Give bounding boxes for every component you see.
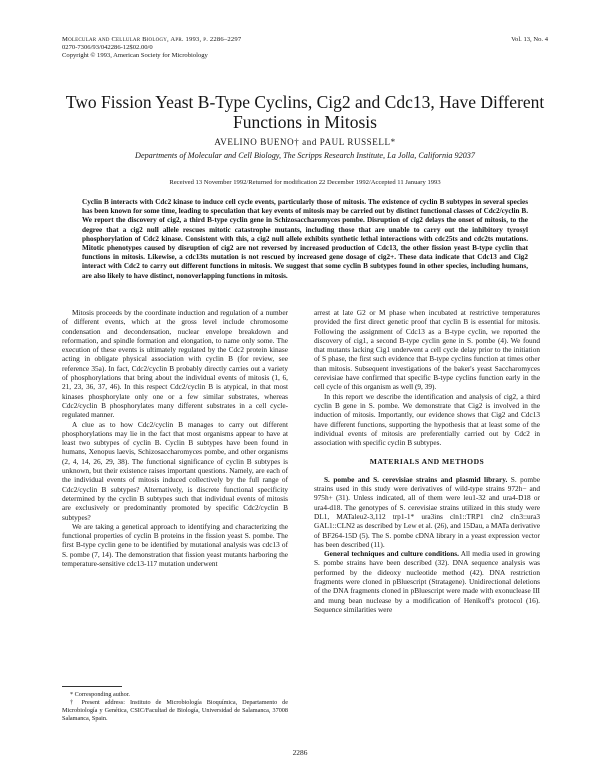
page-number: 2286	[292, 748, 308, 757]
volume-issue: Vol. 13, No. 4	[511, 36, 548, 43]
paragraph-subheading: S. pombe and S. cerevisiae strains and plasmid library.	[324, 474, 508, 484]
section-heading: MATERIALS AND METHODS	[369, 457, 485, 467]
body-paragraph: Mitosis proceeds by the coordinate induction and regulation of a number of different events, which at the gross level include chromosome condensation and decondensation, nuclear envelope breakdown and reformation, and spindle formation and elongation, to name only some. The execution of these events is ultimately regulated by the Cdc2 protein kinase acting in obligate physical association with cyclin B (for review, see reference 35a). In fact, Cdc2/cyclin B probably directly carries out a variety of phosphorylations that bring about the individual events of mitosis (1, 6, 21, 23, 36, 37, 46). In this respect Cdc2/cyclin B is atypical, in that most kinases phosphorylate only one or a few similar substrates, whereas Cdc2/cyclin B phosphorylates many different substrates in a cell cycle-regulated manner.	[62, 308, 288, 420]
paragraph-subheading: General techniques and culture conditions.	[324, 549, 459, 559]
footnote: † Present address: Instituto de Microbiología Bioquímica, Departamento de Microbiología y Genética, CSIC/Facultad de Biología, Universidad de Salamanca, 37008 Salamanca, Spain.	[62, 699, 288, 722]
left-column	[62, 308, 288, 568]
issn-line: 0270-7306/93/042286-12$02.00/0	[62, 44, 153, 51]
footnotes	[62, 686, 288, 723]
body-paragraph: A clue as to how Cdc2/cyclin B manages to carry out different phosphorylations may lie in the fact that most organisms appear to have at least two subtypes of cyclin B. Cyclin B subtypes have been found in humans, Xenopus laevis, Schizosaccharomyces pombe, and other organisms (2, 4, 14, 26, 29, 38). The functional significance of cyclin B subtypes is unknown, but their existence raises important questions. Namely, are each of the individual events of mitosis induced collectively by the full range of Cdc2/cyclin B subtypes? Alternatively, is discrete functional specificity determined by the cyclin B subtypes such that individual events of mitosis are exclusively or predominantly promoted by specific Cdc2/cyclin B subtypes?	[62, 419, 288, 522]
affiliation: Departments of Molecular and Cell Biology, The Scripps Research Institute, La Jolla, California 92037	[135, 151, 475, 160]
paragraph-text: All media used in growing S. pombe strains have been described (32). DNA sequence analysis was performed by the dideoxy nucleotide method (42). DNA restriction fragments were cloned in pBluescript (Stratagene). Unidirectional deletions of the DNA fragments cloned in pBluescript were made with exonuclease III and mung bean nuclease by a modification of Henikoff's protocol (16). Sequence similarities were	[314, 549, 540, 614]
copyright-line: Copyright © 1993, American Society for Microbiology	[62, 52, 208, 59]
abstract: Cyclin B interacts with Cdc2 kinase to induce cell cycle events, particularly those of mitosis. The existence of cyclin B subtypes in several species has been known for some time, leading to speculation that key events of mitosis may be carried out by distinct functional classes of Cdc2/cyclin B. We report the discovery of cig2, a third B-type cyclin gene in Schizosaccharomyces pombe. Disruption of cig2 delays the onset of mitosis, to the degree that a cig2 null allele rescues mitotic catastrophe mutants, including those that are unable to carry out the inhibitory tyrosyl phosphorylation of Cdc2 kinase. Consistent with this, a cig2 null allele exhibits synthetic lethal interactions with cdc25ts and cdc2ts mutations. Mitotic phenotypes caused by disruption of cig2 are not reversed by increased production of Cdc13, the other fission yeast B-type cyclin that functions in mitosis. Likewise, a cdc13ts mutation is not rescued by increased gene dosage of cig2+. These data indicate that Cdc13 and Cig2 interact with Cdc2 to carry out different functions in mitosis. We suggest that some cyclin B subtypes found in other species, including humans, are also likely to have distinct, nonoverlapping functions in mitosis.	[82, 198, 528, 280]
journal-citation: Molecular and Cellular Biology, Apr. 1993, p. 2286–2297	[62, 36, 242, 43]
author-line: AVELINO BUENO† and PAUL RUSSELL*	[214, 137, 396, 147]
header-left	[62, 36, 422, 60]
body-paragraph: We are taking a genetical approach to identifying and characterizing the functional properties of cyclin B proteins in the fission yeast S. pombe. The first B-type cyclin gene to be identified by mutational analysis was cdc13 of S. pombe (7, 14). The demonstration that fission yeast mutants harboring the temperature-sensitive cdc13-117 mutation underwent	[62, 521, 288, 569]
received-dates: Received 13 November 1992/Returned for modification 22 December 1992/Accepted 11 January 1993	[169, 179, 441, 186]
methods-paragraph	[314, 475, 540, 549]
right-column	[314, 308, 540, 614]
methods-paragraph	[314, 549, 540, 614]
paragraph-text: S. pombe strains used in this study were derivatives of wild-type strains 972h− and 975h+ (31). Unless indicated, all of them were leu1-32 and ura4-D18 or ura4-d18. The genotypes of S. cerevisiae strains utilized in this study were DL1, MATaleu2-3,112 trp1-1* ura3ins cln1::TRP1 cln2 cln3::ura3 GAL1::CLN2 as described by Lew et al. (26), and 15Dau, a MATa derivative of BF264-15D (5). The S. pombe cDNA library in a yeast expression vector has been described (11).	[314, 474, 540, 549]
body-paragraph: In this report we describe the identification and analysis of cig2, a third cyclin B gene in S. pombe. We demonstrate that Cig2 is involved in the induction of mitosis. Importantly, our evidence shows that Cig2 and Cdc13 have different functions, supporting the hypothesis that at least some of the individual events of mitosis are preferentially carried out by Cdc2 in association with specific cyclin B subtypes.	[314, 391, 540, 448]
article-title: Two Fission Yeast B-Type Cyclins, Cig2 and Cdc13, Have Different Functions in Mitosis	[65, 92, 545, 132]
body-paragraph: arrest at late G2 or M phase when incubated at restrictive temperatures provided the first direct genetic proof that cyclin B is essential for mitosis. Following the assignment of Cdc13 as a B-type cyclin, we reported the discovery of cig1, a second B-type cyclin gene in S. pombe (4). We found that mutants lacking Cig1 underwent a cell cycle delay prior to the initiation of S phase, the first such evidence that B-type cyclins function at times other than mitosis. Subsequent investigations of the baker's yeast Saccharomyces cerevisiae have confirmed that specific B-type cyclins function early in the cell cycle of this organism as well (9, 39).	[314, 308, 540, 392]
footnote-rule	[62, 686, 122, 687]
footnote: * Corresponding author.	[70, 691, 130, 698]
